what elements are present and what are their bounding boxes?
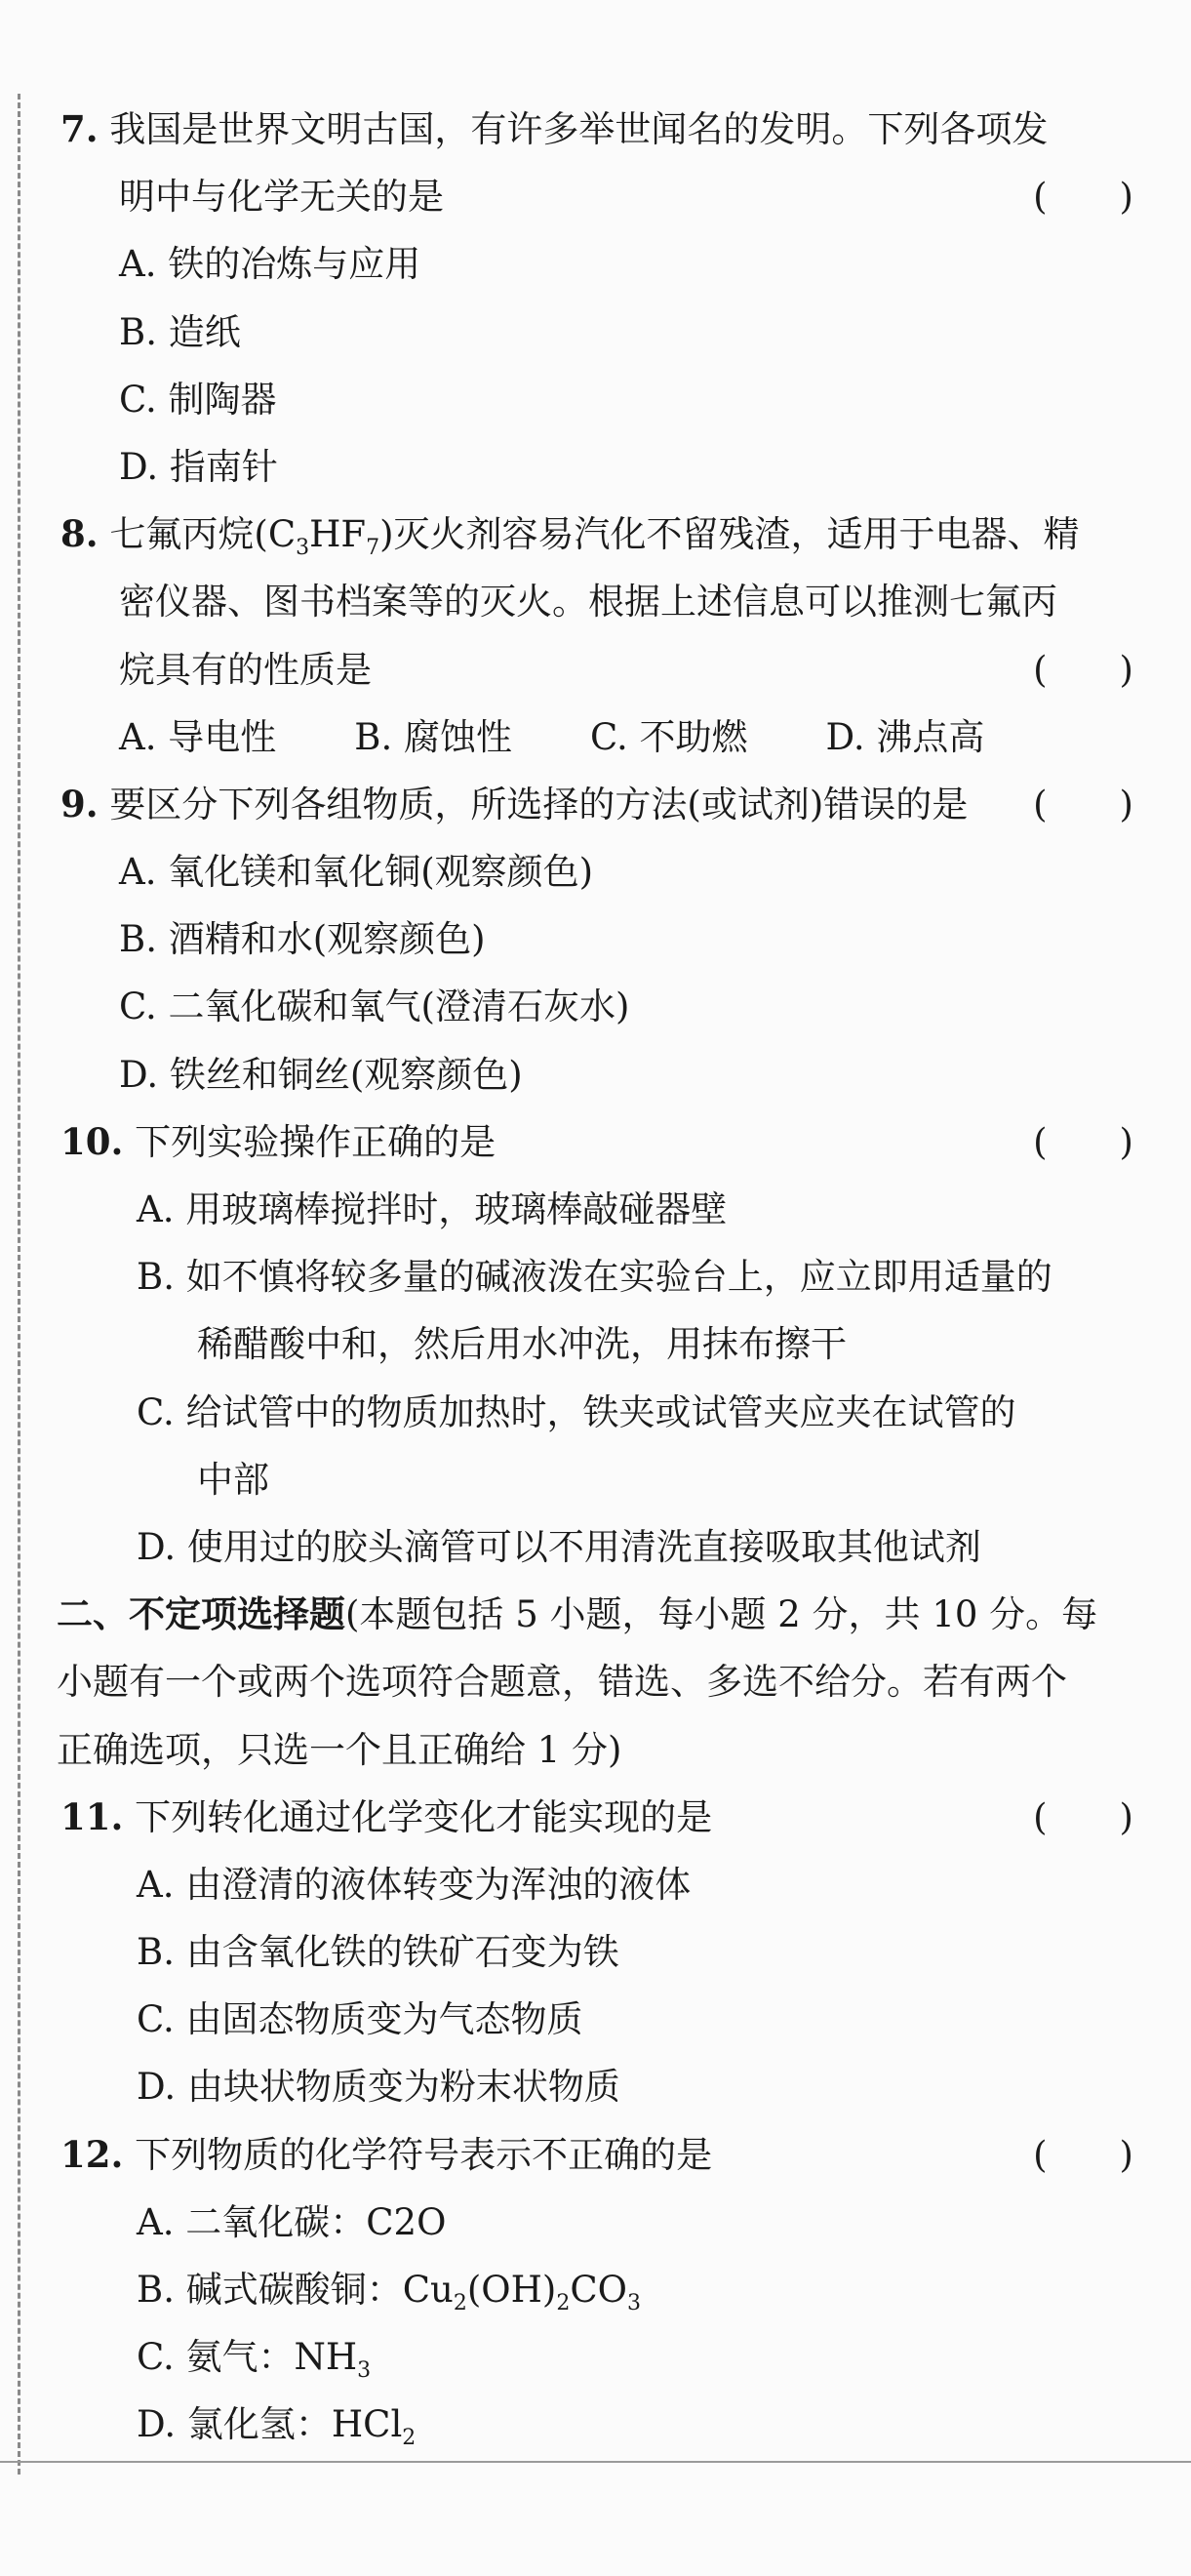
q11-stem: 下列转化通过化学变化才能实现的是 <box>135 1795 713 1838</box>
q8-stem-cont-2: 烷具有的性质是 <box>119 648 372 691</box>
section2-heading-line-2: 小题有一个或两个选项符合题意，错选、多选不给分。若有两个 <box>57 1661 1067 1704</box>
section2-desc: (本题包括 5 小题，每小题 2 分，共 10 分。每 <box>345 1593 1098 1636</box>
q9-stem: 要区分下列各组物质，所选择的方法(或试剂)错误的是 <box>109 783 969 825</box>
q8-stem-line-2 <box>60 568 1133 635</box>
q12-b-sub-1: 2 <box>453 2291 467 2315</box>
section2-title: 二、不定项选择题 <box>57 1592 345 1636</box>
q11-option-a[interactable]: A. 由澄清的液体转变为浑浊的液体 <box>137 1863 692 1906</box>
q9-option-b[interactable]: B. 酒精和水(观察颜色) <box>119 918 486 961</box>
q8-number: 8. <box>60 512 99 556</box>
section2-heading-line-1 <box>57 1581 1133 1648</box>
page-bottom-rule <box>0 2461 1191 2463</box>
q8-option-c[interactable]: C. 不助燃 <box>589 715 748 758</box>
q12-number: 12. <box>60 2132 124 2176</box>
q7-stem-line-1 <box>60 96 1133 163</box>
q10-option-b-cont: 稀醋酸中和，然后用水冲洗，用抹布擦干 <box>197 1323 847 1366</box>
q8-sub-3: 3 <box>296 536 310 561</box>
q12-b-co: CO <box>570 2269 627 2311</box>
section2-heading-line-3: 正确选项，只选一个且正确给 1 分) <box>57 1728 622 1771</box>
q8-option-a[interactable]: A. 导电性 <box>119 715 277 758</box>
q7-option-c[interactable]: C. 制陶器 <box>119 378 277 421</box>
q10-number: 10. <box>60 1119 124 1163</box>
q8-stem-line-1 <box>60 501 1133 568</box>
q12-option-d-text: D. 氯化氢：HCl <box>137 2403 403 2446</box>
q7-stem-cont: 明中与化学无关的是 <box>119 176 444 219</box>
q7-option-a[interactable]: A. 铁的冶炼与应用 <box>119 243 421 286</box>
q8-stem-c: )灭火剂容易汽化不留残渣，适用于电器、精 <box>379 513 1080 556</box>
q12-option-a[interactable]: A. 二氧化碳：C2O <box>137 2200 447 2243</box>
q8-option-b[interactable]: B. 腐蚀性 <box>354 715 512 758</box>
q10-answer-bracket[interactable]: ( ) <box>1033 1120 1133 1163</box>
q12-b-oh: (OH) <box>466 2269 557 2311</box>
q9-answer-bracket[interactable]: ( ) <box>1033 783 1133 825</box>
q12-option-b-text: B. 碱式碳酸铜：Cu <box>137 2269 454 2311</box>
q10-option-c-cont: 中部 <box>197 1458 269 1501</box>
q8-sub-7: 7 <box>366 536 380 561</box>
q7-number: 7. <box>60 107 99 150</box>
q11-option-d[interactable]: D. 由块状物质变为粉末状物质 <box>137 2066 620 2109</box>
q7-option-b[interactable]: B. 造纸 <box>119 310 241 353</box>
q11-stem-line-1 <box>60 1784 1133 1851</box>
q12-b-sub-3: 3 <box>627 2291 641 2315</box>
q10-option-c[interactable]: C. 给试管中的物质加热时，铁夹或试管夹应夹在试管的 <box>137 1390 1016 1433</box>
q8-options-row <box>60 704 1133 771</box>
q9-option-a[interactable]: A. 氧化镁和氧化铜(观察颜色) <box>119 851 594 894</box>
q7-option-d[interactable]: D. 指南针 <box>119 445 278 488</box>
q7-stem-line-2 <box>60 163 1133 230</box>
q10-option-a[interactable]: A. 用玻璃棒搅拌时，玻璃棒敲碰器壁 <box>137 1188 728 1230</box>
q11-option-b[interactable]: B. 由含氧化铁的铁矿石变为铁 <box>137 1931 619 1974</box>
q8-stem-a: 七氟丙烷(C <box>109 513 297 556</box>
binding-margin-dashed-line <box>18 94 20 2475</box>
q8-stem-cont: 密仪器、图书档案等的灭火。根据上述信息可以推测七氟丙 <box>119 581 1057 624</box>
q7-stem: 我国是世界文明古国，有许多举世闻名的发明。下列各项发 <box>109 108 1049 150</box>
q12-answer-bracket[interactable]: ( ) <box>1033 2133 1133 2176</box>
q7-answer-bracket[interactable]: ( ) <box>1033 176 1133 219</box>
q8-stem-b: HF <box>309 513 367 556</box>
q11-answer-bracket[interactable]: ( ) <box>1033 1795 1133 1838</box>
q9-option-c[interactable]: C. 二氧化碳和氧气(澄清石灰水) <box>119 986 630 1028</box>
q11-option-c[interactable]: C. 由固态物质变为气态物质 <box>137 1998 583 2041</box>
q10-stem: 下列实验操作正确的是 <box>135 1120 496 1163</box>
q12-d-sub: 2 <box>402 2426 417 2451</box>
q12-stem: 下列物质的化学符号表示不正确的是 <box>135 2133 713 2176</box>
q12-b-sub-2: 2 <box>556 2291 571 2315</box>
q10-option-b[interactable]: B. 如不慎将较多量的碱液泼在实验台上，应立即用适量的 <box>137 1256 1052 1299</box>
q12-c-sub: 3 <box>357 2358 372 2384</box>
exam-page <box>57 96 1133 2459</box>
q12-option-d[interactable] <box>60 2391 1133 2458</box>
q12-option-c[interactable] <box>60 2323 1133 2391</box>
q11-number: 11. <box>60 1794 124 1838</box>
q9-number: 9. <box>60 782 99 825</box>
q12-stem-line-1 <box>60 2121 1133 2189</box>
q10-option-d[interactable]: D. 使用过的胶头滴管可以不用清洗直接吸取其他试剂 <box>137 1525 981 1568</box>
q8-answer-bracket[interactable]: ( ) <box>1033 648 1133 691</box>
q8-option-d[interactable]: D. 沸点高 <box>825 715 985 758</box>
q12-option-b[interactable] <box>60 2256 1133 2323</box>
q12-option-c-text: C. 氨气：NH <box>137 2336 358 2379</box>
q8-stem-line-3 <box>60 636 1133 704</box>
q9-stem-line-1 <box>60 771 1133 838</box>
q9-option-d[interactable]: D. 铁丝和铜丝(观察颜色) <box>119 1053 523 1096</box>
q10-stem-line-1 <box>60 1108 1133 1176</box>
